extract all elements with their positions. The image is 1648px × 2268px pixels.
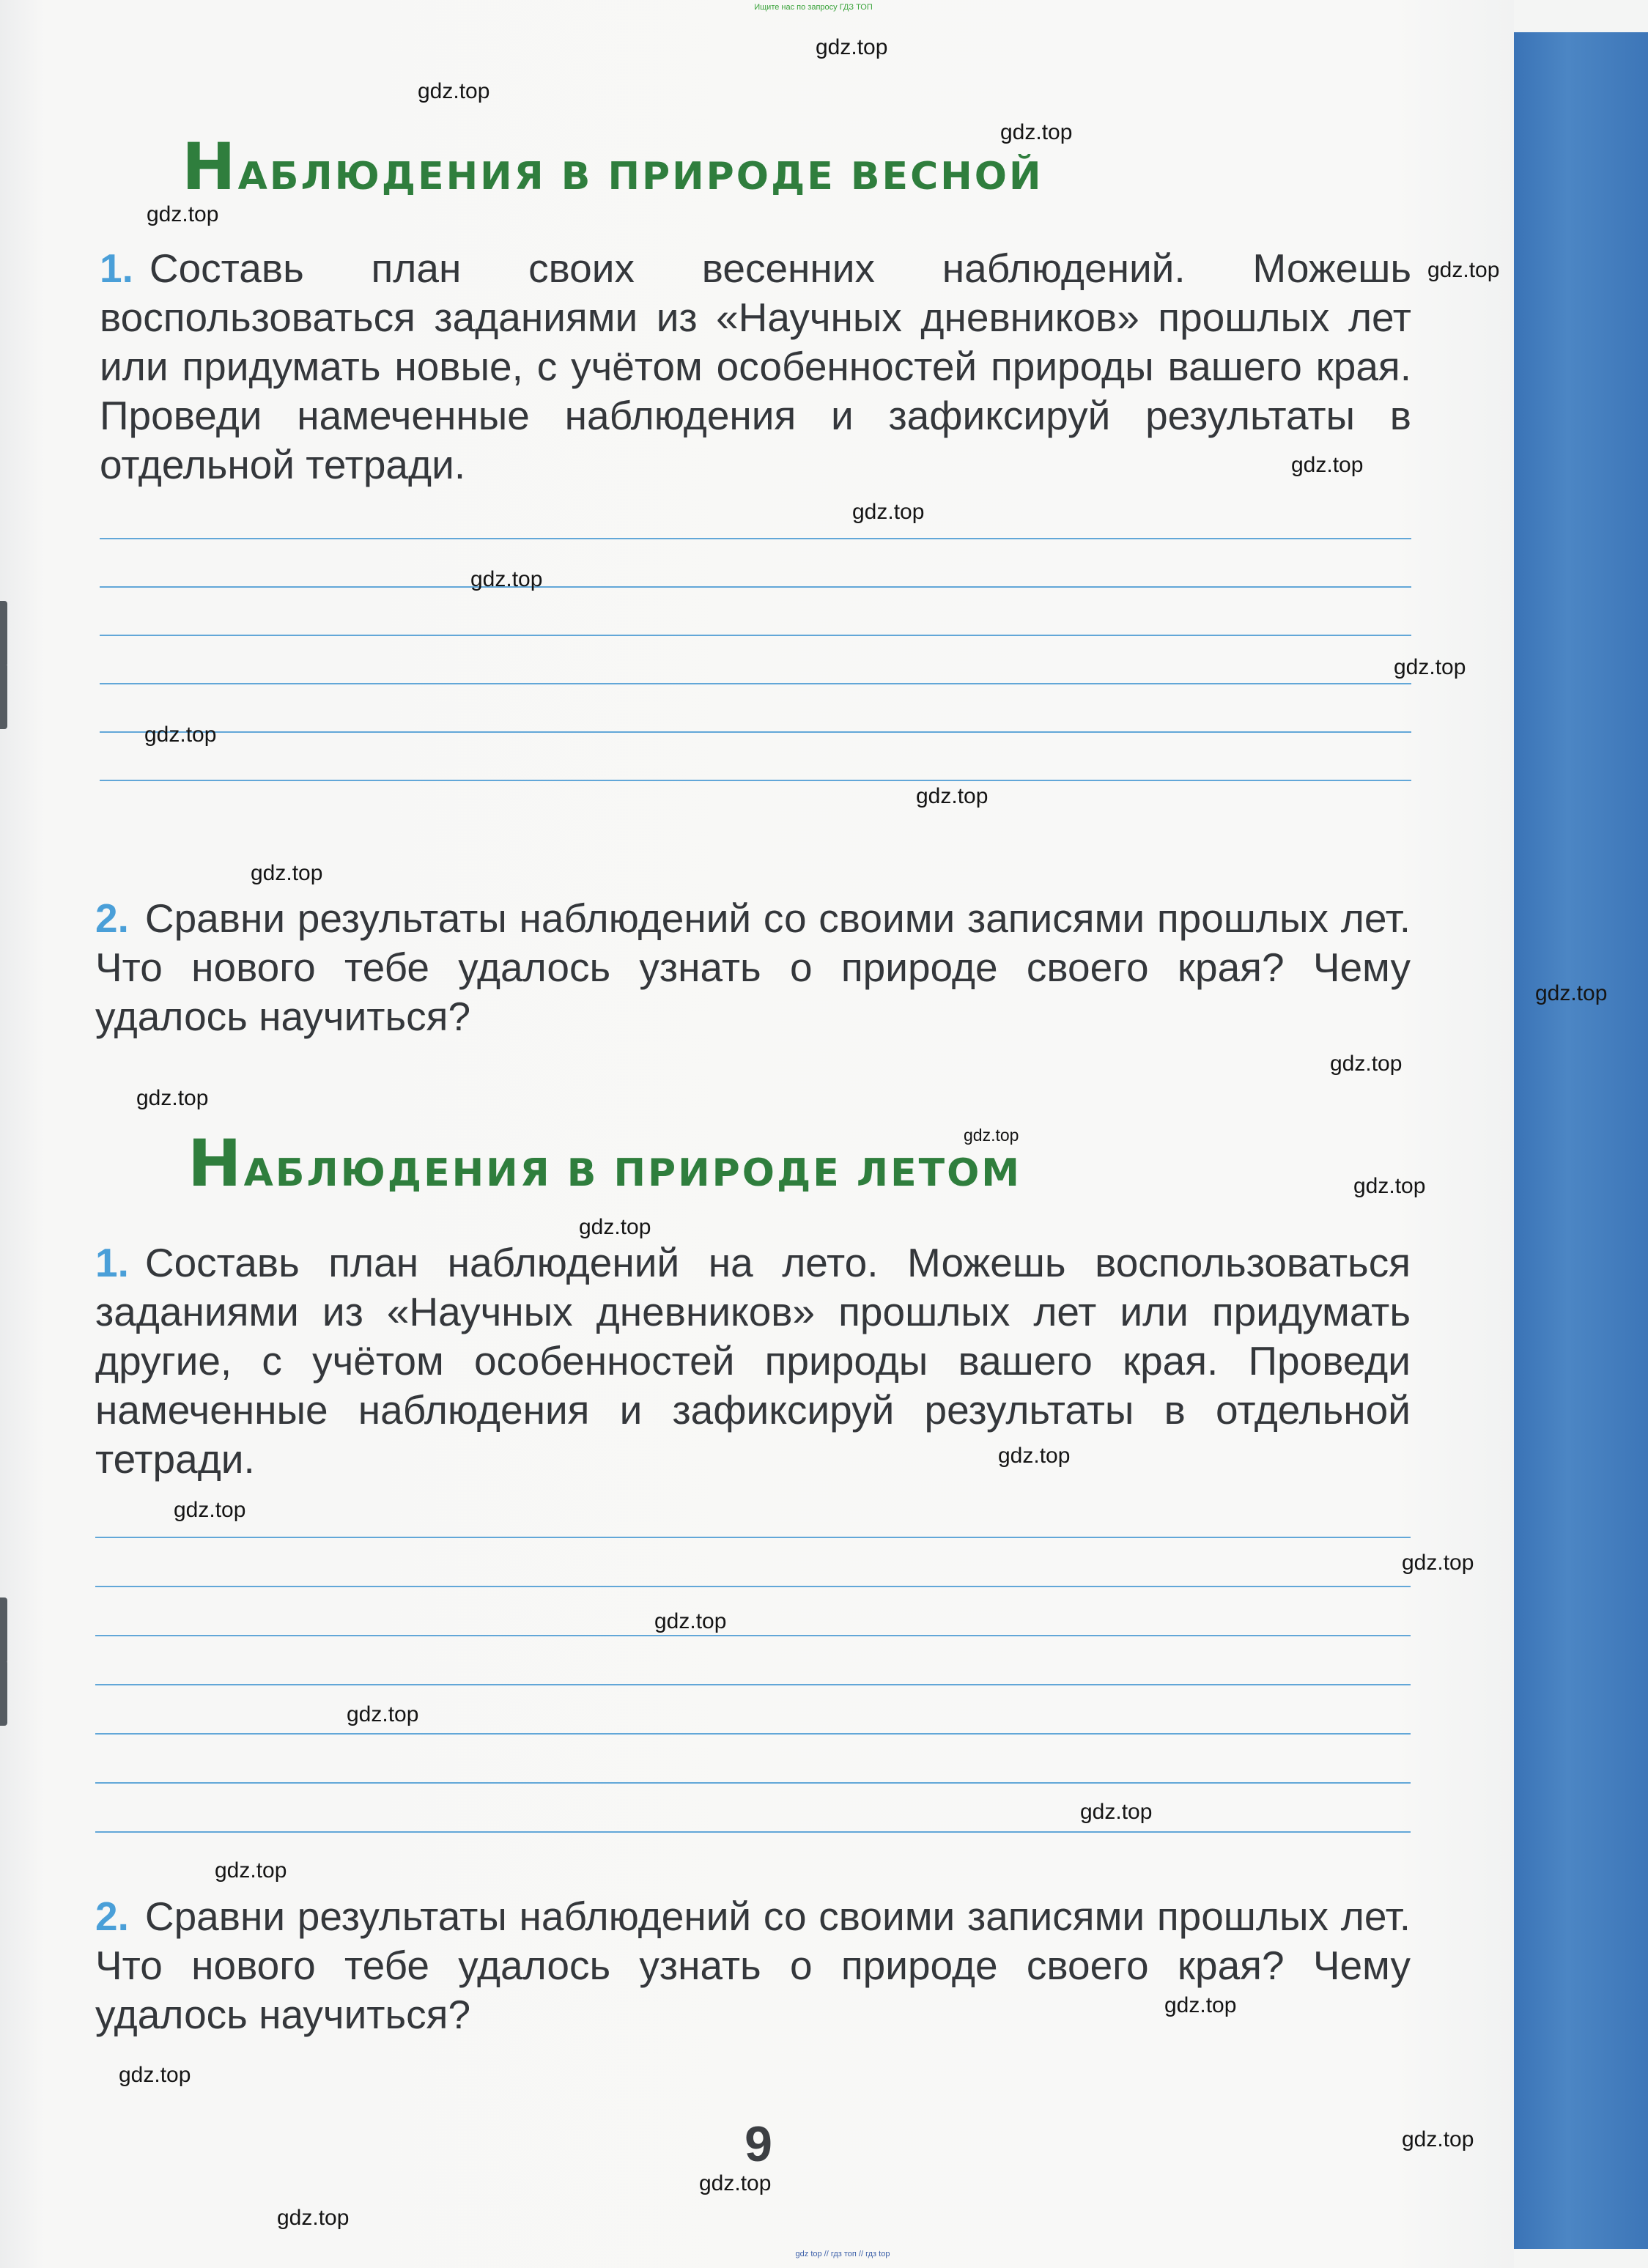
watermark: gdz.top [816,35,888,59]
task-text: Составь план своих весенних наблюдений. Можешь воспользоваться заданиями из «Научных дневников» прошлых лет или придумать новые, с учётом особенностей природы вашего края. Проведи намеченные наблюдения и зафиксируй результаты в отдельной тетради. [100,245,1411,487]
watermark: gdz.top [1330,1052,1403,1076]
spring-task-2 [95,894,1411,1041]
spring-heading: НАБЛЮДЕНИЯ В ПРИРОДЕ ВЕСНОЙ [182,129,1043,204]
watermark: gdz.top [579,1215,651,1239]
task-number: 2. [95,895,129,941]
binding-mark [0,663,7,729]
task-number: 1. [95,1240,129,1285]
binding-mark [0,1660,7,1726]
footer-notice: gdz top // гдз топ // гдз top [795,2250,890,2258]
summer-heading: НАБЛЮДЕНИЯ В ПРИРОДЕ ЛЕТОМ [188,1126,1022,1201]
answer-line [95,1586,1411,1587]
answer-line [100,635,1411,636]
watermark: gdz.top [998,1444,1071,1468]
answer-line [100,780,1411,781]
answer-line [95,1684,1411,1685]
watermark: gdz.top [1000,120,1073,144]
watermark: gdz.top [174,1498,246,1522]
watermark: gdz.top [1080,1800,1153,1824]
answer-line [100,683,1411,684]
watermark: gdz.top [215,1858,287,1883]
task-number: 2. [95,1894,129,1939]
spring-task-1 [100,244,1411,490]
answer-line [95,1537,1411,1538]
watermark: gdz.top [1394,655,1466,679]
answer-line [100,538,1411,539]
watermark: gdz.top [916,784,989,808]
watermark: gdz.top [1402,2127,1474,2151]
watermark: gdz.top [144,723,217,747]
binding-mark [0,1597,7,1663]
watermark: gdz.top [1427,258,1500,282]
watermark: gdz.top [1353,1174,1426,1198]
watermark: gdz.top [147,202,219,226]
answer-line [95,1733,1411,1735]
summer-answer-lines[interactable] [95,1537,1411,1833]
answer-line [100,586,1411,588]
summer-task-1 [95,1238,1411,1484]
watermark: gdz.top [654,1609,727,1633]
side-color-strip [1514,32,1648,2249]
page-number: 9 [744,2116,772,2172]
task-text: Составь план наблюдений на лето. Можешь воспользоваться заданиями из «Научных дневников» прошлых лет или придумать другие, с учётом особенностей природы вашего края. Проведи намеченные наблюдения и зафиксируй результаты в отдельной тетради. [95,1240,1411,1482]
watermark: gdz.top [699,2171,772,2195]
spring-answer-lines[interactable] [100,538,1411,787]
watermark: gdz.top [852,500,925,524]
watermark: gdz.top [470,567,543,591]
answer-line [95,1635,1411,1636]
watermark: gdz.top [1402,1551,1474,1575]
watermark: gdz.top [418,79,490,103]
answer-line [95,1831,1411,1833]
answer-line [95,1782,1411,1784]
answer-line [100,731,1411,733]
watermark: gdz.top [277,2206,350,2230]
watermark: gdz.top [136,1086,209,1110]
watermark: gdz.top [964,1126,1019,1145]
watermark: gdz.top [347,1702,419,1726]
header-notice: Ищите нас по запросу ГДЗ ТОП [754,3,873,12]
task-text: Сравни результаты наблюдений со своими записями прошлых лет. Что нового тебе удалось узнать о природе своего края? Чему удалось научиться? [95,895,1411,1039]
task-text: Сравни результаты наблюдений со своими записями прошлых лет. Что нового тебе удалось узнать о природе своего края? Чему удалось научиться? [95,1894,1411,2037]
binding-mark [0,601,7,667]
watermark: gdz.top [1535,981,1608,1005]
task-number: 1. [100,245,133,291]
watermark: gdz.top [1164,1993,1237,2017]
watermark: gdz.top [251,861,323,885]
watermark: gdz.top [1291,453,1364,477]
watermark: gdz.top [119,2063,191,2087]
